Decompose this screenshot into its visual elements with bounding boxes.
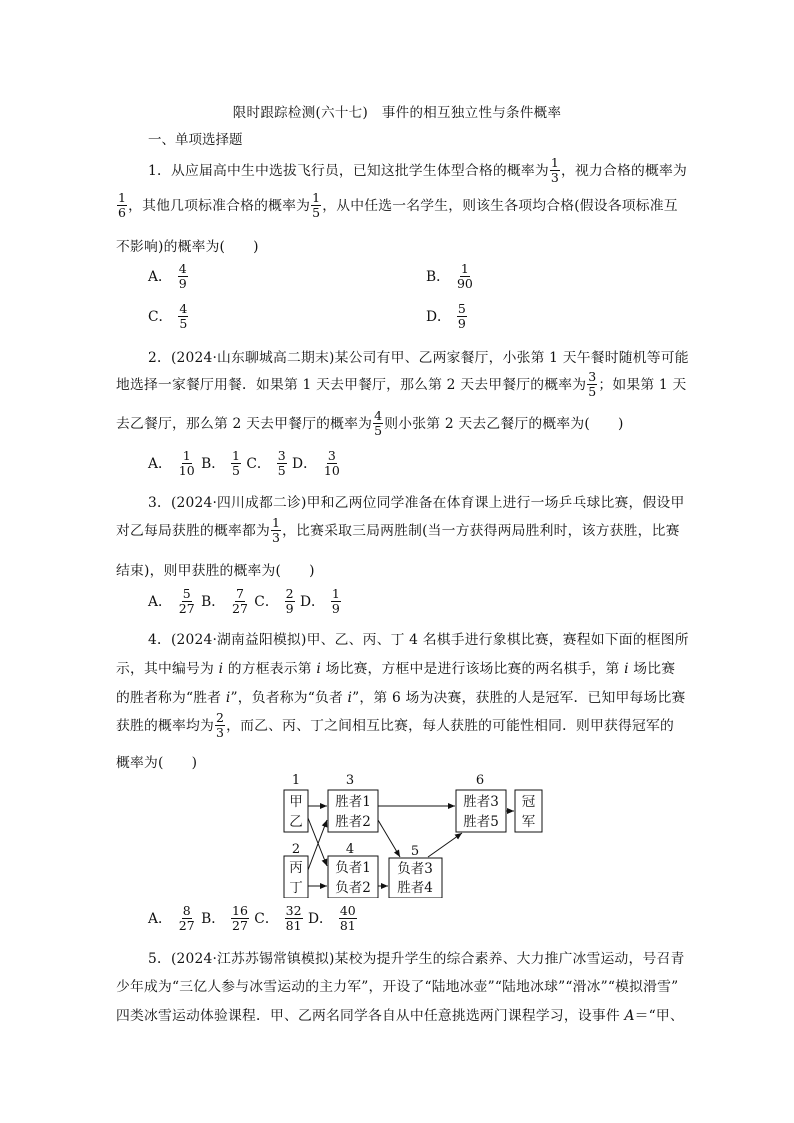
q4-line-2: 示，其中编号为 i 的方框表示第 i 场比赛，方框中是进行该场比赛的两名棋手，第 i 场比赛 [116, 661, 676, 677]
q2-line-1: 2．(2024·山东聊城高二期末)某公司有甲、乙两家餐厅，小张第 1 天午餐时随机等可能 [148, 350, 689, 366]
box-3-line-2: 胜者2 [335, 814, 371, 830]
champion-line-2: 军 [521, 814, 536, 830]
q1-option-a[interactable]: A． $\frac{4}{9}$ [148, 261, 187, 291]
q4-option-d[interactable]: D． $\frac{40}{81}$ [307, 903, 356, 933]
q1-text: 1．从应届高中生中选拔飞行员，已知这批学生体型合格的概率为 [148, 163, 549, 179]
q3-option-a[interactable]: A． $\frac{5}{27}$ [148, 586, 195, 616]
q2-option-d[interactable]: D． $\frac{3}{10}$ [292, 448, 340, 478]
q4-line-1: 4．(2024·湖南益阳模拟)甲、乙、丙、丁 4 名棋手进行象棋比赛，赛程如下面的框图所 [148, 632, 689, 648]
q1-fraction-2: $\frac{1}{6}$ [118, 190, 127, 220]
q4-option-a[interactable]: A． $\frac{8}{27}$ [148, 903, 195, 933]
q1-line-3: 不影响)的概率为( ) [116, 239, 259, 255]
q2-line-2: 地选择一家餐厅用餐．如果第 1 天去甲餐厅，那么第 2 天去甲餐厅的概率为 $\frac{3}{5}$ ；如果第 1 天 [116, 369, 687, 399]
q4-option-c[interactable]: C． $\frac{32}{81}$ [254, 903, 302, 933]
q2-line-3: 去乙餐厅，那么第 2 天去甲餐厅的概率为 $\frac{4}{5}$ 则小张第 2 天去乙餐厅的概率为( ) [116, 408, 624, 438]
match-number-2: 2 [291, 842, 301, 857]
q3-option-b[interactable]: B． $\frac{7}{27}$ [201, 586, 248, 616]
q5-line-1: 5．(2024·江苏苏锡常镇模拟)某校为提升学生的综合素养、大力推广冰雪运动，号召青 [148, 951, 685, 967]
box-2-line-2: 丁 [289, 880, 303, 896]
tournament-diagram [270, 768, 560, 898]
q4-line-4: 获胜的概率均为 $\frac{2}{3}$ ，而乙、丙、丁之间相互比赛，每人获胜的可能性相同．则甲获得冠军的 [116, 710, 675, 740]
q3-line-2: 对乙每局获胜的概率都为 $\frac{1}{3}$ ，比赛采取三局两胜制(当一方获得两局胜利时，该方获胜，比赛 [116, 515, 680, 545]
q3-option-c[interactable]: C． $\frac{2}{9}$ [254, 586, 294, 616]
q1-fraction-3: $\frac{1}{5}$ [312, 190, 321, 220]
q1-option-d[interactable]: D． $\frac{5}{9}$ [426, 301, 466, 331]
box-2-line-1: 丙 [289, 860, 303, 876]
box-1-line-1: 甲 [289, 794, 303, 810]
match-number-4: 4 [345, 842, 355, 857]
arrow-1-to-4 [308, 818, 327, 866]
q2-option-c[interactable]: C． $\frac{3}{5}$ [246, 448, 286, 478]
q2-options [148, 450, 342, 479]
q1-text: ，视力合格的概率为 [561, 163, 688, 179]
q3-fraction-1: $\frac{1}{3}$ [271, 515, 281, 545]
match-number-5: 5 [410, 844, 420, 859]
box-4-line-2: 负者2 [335, 880, 371, 896]
q5-line-2: 少年成为“三亿人参与冰雪运动的主力军”，开设了“陆地冰壶”“陆地冰球”“滑冰”“模拟滑雪” [116, 979, 679, 995]
box-5-line-1: 负者3 [397, 861, 433, 877]
match-number-3: 3 [345, 773, 355, 788]
q4-option-b[interactable]: B． $\frac{16}{27}$ [201, 903, 248, 933]
q2-fraction-1: $\frac{3}{5}$ [588, 369, 597, 399]
q1-option-b[interactable]: B． $\frac{1}{90}$ [426, 261, 473, 291]
q2-option-b[interactable]: B． $\frac{1}{5}$ [201, 448, 240, 478]
champion-line-1: 冠 [521, 794, 536, 810]
box-3-line-1: 胜者1 [335, 794, 371, 810]
match-number-1: 1 [291, 773, 301, 788]
box-6-line-1: 胜者3 [463, 794, 499, 810]
arrow-5-to-6 [428, 833, 462, 857]
arrow-3-to-5 [378, 820, 400, 857]
q2-option-a[interactable]: A． $\frac{1}{10}$ [148, 448, 195, 478]
q3-options [148, 588, 342, 617]
q1-line-1 [148, 157, 687, 186]
q2-fraction-2: $\frac{4}{5}$ [374, 408, 383, 438]
q1-fraction-1: $\frac{1}{3}$ [550, 155, 560, 185]
box-4-line-1: 负者1 [335, 860, 371, 876]
q1-text: ，其他几项标准合格的概率为 [128, 198, 311, 214]
q4-line-3: 的胜者称为“胜者 i”，负者称为“负者 i”，第 6 场为决赛，获胜的人是冠军．已知甲每场比赛 [116, 690, 686, 706]
q4-fraction-1: $\frac{2}{3}$ [215, 710, 225, 740]
match-number-6: 6 [475, 773, 485, 788]
q1-text: ，从中任选一名学生，则该生各项均合格(假设各项标准互 [322, 198, 678, 214]
arrow-2-to-3 [308, 820, 327, 870]
q3-line-1: 3．(2024·四川成都二诊)甲和乙两位同学准备在体育课上进行一场乒乓球比赛，假设甲 [148, 495, 685, 511]
box-6-line-2: 胜者5 [463, 814, 499, 830]
q4-line-5: 概率为( ) [116, 755, 198, 771]
box-1-line-2: 乙 [289, 814, 303, 830]
q3-line-3: 结束)，则甲获胜的概率为( ) [116, 563, 315, 579]
box-5-line-2: 胜者4 [397, 880, 433, 896]
q4-options [148, 905, 358, 934]
section-heading: 一、单项选择题 [148, 132, 243, 148]
q5-line-3: 四类冰雪运动体验课程．甲、乙两名同学各自从中任意挑选两门课程学习，设事件 A＝“甲、 [116, 1008, 684, 1024]
q3-option-d[interactable]: D． $\frac{1}{9}$ [300, 586, 340, 616]
q1-option-c[interactable]: C． $\frac{4}{5}$ [148, 301, 188, 331]
q1-line-2 [116, 192, 678, 221]
page-title: 限时跟踪检测(六十七) 事件的相互独立性与条件概率 [232, 105, 562, 121]
